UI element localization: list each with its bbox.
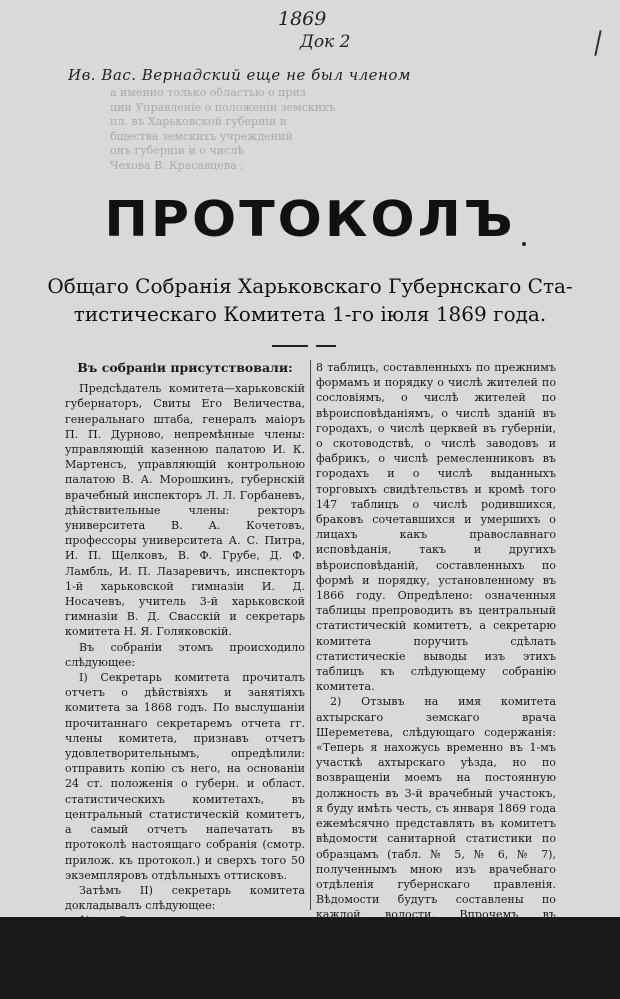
separator-dash [316, 345, 336, 347]
bleed-through-text [110, 86, 540, 198]
paragraph: 2) Отзывъ на имя комитета ахтырскаго земскаго врача Шереметева, слѣдующаго содержанія: «Теперь я нахожусь временно въ 1-мъ участкѣ ахтырскаго уѣзда, но по возвращеніи моемъ на постоянную должность въ 3-й врачебный участокъ, я буду имѣть честь, съ января 1869 года ежемѣсячно представлять въ комитетъ вѣдомости санитарной статистики по образцамъ (табл. № 5, № 6, № 7), полученнымъ мною изъ врачебнаго отдѣленія губернскаго правленія. Вѣдомости будутъ составлены по каждой волости. Впрочемъ въ присланныхъ таблицахъ не совсѣмъ ясно видно: нужно ли составлять вѣдомости непремѣнно по каждому селенію особо, съ означеніемъ къ какой волости оно [316, 695, 556, 998]
bleed-line: онъ губерніи и о числѣ [110, 144, 244, 158]
ink-dot [522, 242, 526, 246]
column-divider [310, 360, 311, 910]
left-column [65, 360, 305, 974]
separator-dash [272, 345, 308, 347]
paragraph: Въ собраніи этомъ происходило слѣдующее: [65, 640, 305, 669]
bleed-line: ции Управленіе о положеніи земскихъ [110, 100, 336, 114]
bleed-line: а именно только областью о приз [110, 86, 306, 99]
handwritten-doc-number: Док 2 [300, 32, 351, 52]
document-title: ПРОТОКОЛЪ [104, 191, 516, 249]
bleed-line: пл. въ Харьковской губерніи и [110, 115, 288, 129]
paragraph: 8 таблицъ, составленныхъ по прежнимъ формамъ и порядку о числѣ жителей по сословіямъ, о числѣ жителей по вѣроисповѣданіямъ, о числѣ зданій въ городахъ, о числѣ церквей въ губерніи, о скотоводствѣ, о числѣ заводовъ и фабрикъ, о числѣ ремесленниковъ въ городахъ и о числѣ выданныхъ торговыхъ свидѣтельствъ и кромѣ того 147 таблицъ о числѣ родившихся, браковъ сочетавшихся и умершихъ о лицахъ какъ православнаго исповѣданія, такъ и другихъ вѣроисповѣданій, составленныхъ по формѣ и порядку, установленному въ 1866 году. Опредѣлено: означенныя таблицы препроводить въ центральный статистическій комитетъ, а секретарю комитета поручить сдѣлать статистическіе выводы изъ этихъ таблицъ къ слѣдующему собранію комитета. [316, 361, 556, 694]
paragraph: I) Секретарь комитета прочиталъ отчетъ о дѣйствіяхъ и занятіяхъ комитета за 1868 годъ. По выслушаніи прочитаннаго секретаремъ отчета гг. члены комитета, признавъ отчетъ удовлетворительнымъ, опредѣлили: отправить копію съ него, на основаніи 24 ст. положенія о губерн. и област. статистическихъ комитетахъ, въ центральный статистическій комитетъ, а самый отчетъ напечатать въ протоколѣ настоящаго собранія (смотр. прилож. къ протокол.) и сверхъ того 50 экземпляровъ отдѣльныхъ оттисковъ. [65, 671, 305, 882]
attendance-heading: Въ собраніи присутствовали: [77, 360, 293, 375]
paragraph: Предсѣдатель комитета—харьковскій губернаторъ, Свиты Его Величества, генеральнаго штаба, генералъ маіоръ П. П. Дурново, непремѣнные члены: управляющій казенною палатою И. К. Мартенсъ, управляющій контрольною палатою В. А. Морошкинъ, губернскій врачебный инспекторъ Л. Л. Горбаневъ, дѣйствительные члены: ректоръ университета В. А. Кочетовъ, профессоры университета А. С. Питра, И. П. Щелковъ, В. Ф. Грубе, Д. Ф. Ламбль, И. П. Лазаревичъ, инспекторъ 1-й харьковской гимназіи И. Д. Носачевъ, учитель 3-й харьковской гимназіи В. Д. Свасскій и секретарь комитета Н. Я. Голяковскій. [65, 382, 305, 639]
margin-mark [594, 30, 601, 56]
subtitle-line-2: тистическаго Комитета 1-го іюля 1869 года. [73, 302, 547, 326]
bleed-line: бщества земскихъ учреждений [110, 129, 293, 143]
handwritten-year: 1869 [278, 8, 327, 30]
subtitle-line-1: Общаго Собранія Харьковскаго Губернскаго Ста- [47, 274, 573, 298]
paragraph: 1) Составленные секретаремъ комитета статистическія таблицы по харьковской губерніи за 1868 года, а именно [65, 914, 305, 973]
handwritten-note: Ив. Вас. Вернадский еще не был членом [68, 66, 411, 84]
paragraph: Затѣмъ II) секретарь комитета докладывалъ слѣдующее: [65, 883, 305, 913]
bleed-line: Чехова В. Красавцева ; [110, 158, 244, 172]
right-column [316, 360, 556, 999]
document-subtitle [0, 272, 620, 328]
